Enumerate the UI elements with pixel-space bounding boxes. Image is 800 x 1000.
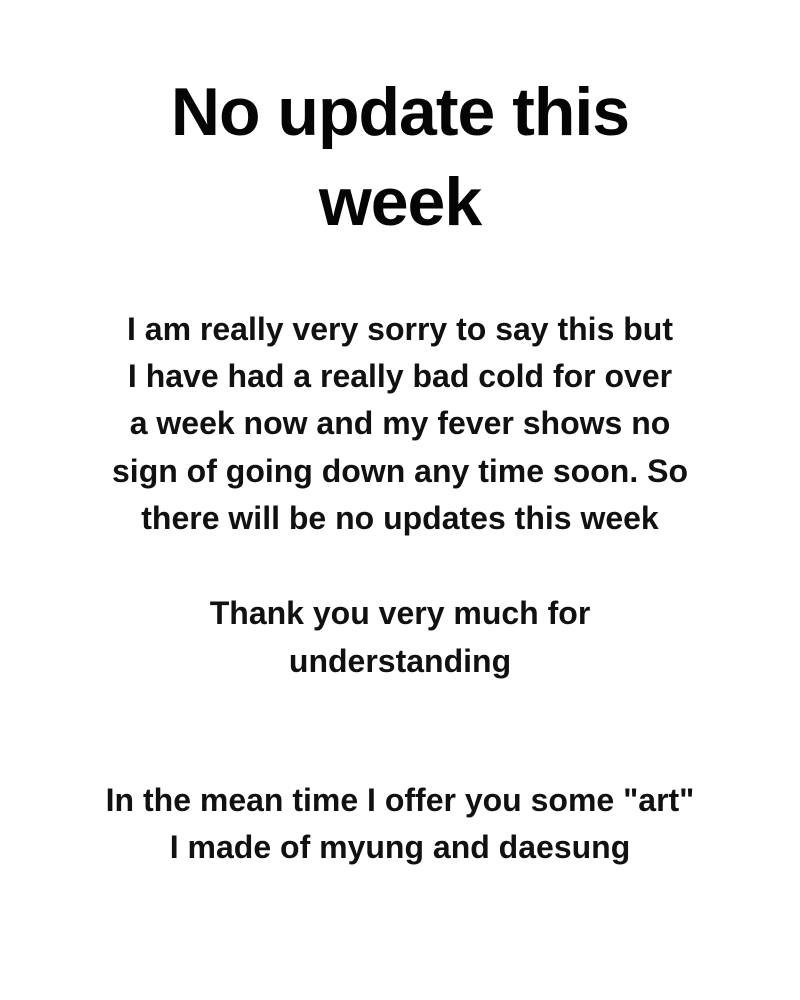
paragraph-line: I am really very sorry to say this but <box>126 310 673 347</box>
paragraph-thanks <box>0 590 800 685</box>
paragraph-line: a week now and my fever shows no <box>129 405 671 442</box>
paragraph-line: I have had a really bad cold for over <box>127 357 673 394</box>
paragraph-line: there will be no updates this week <box>141 499 659 536</box>
paragraph-line: understanding <box>288 642 512 679</box>
page-title: No update this week <box>170 74 630 240</box>
paragraph-apology <box>0 306 800 543</box>
paragraph-line: I made of myung and daesung <box>169 829 631 866</box>
paragraph-line: sign of going down any time soon. So <box>112 452 688 489</box>
paragraph-line: Thank you very much for <box>209 595 591 632</box>
paragraph-line: In the mean time I offer you some "art" <box>105 782 695 819</box>
paragraph-art <box>0 777 800 872</box>
